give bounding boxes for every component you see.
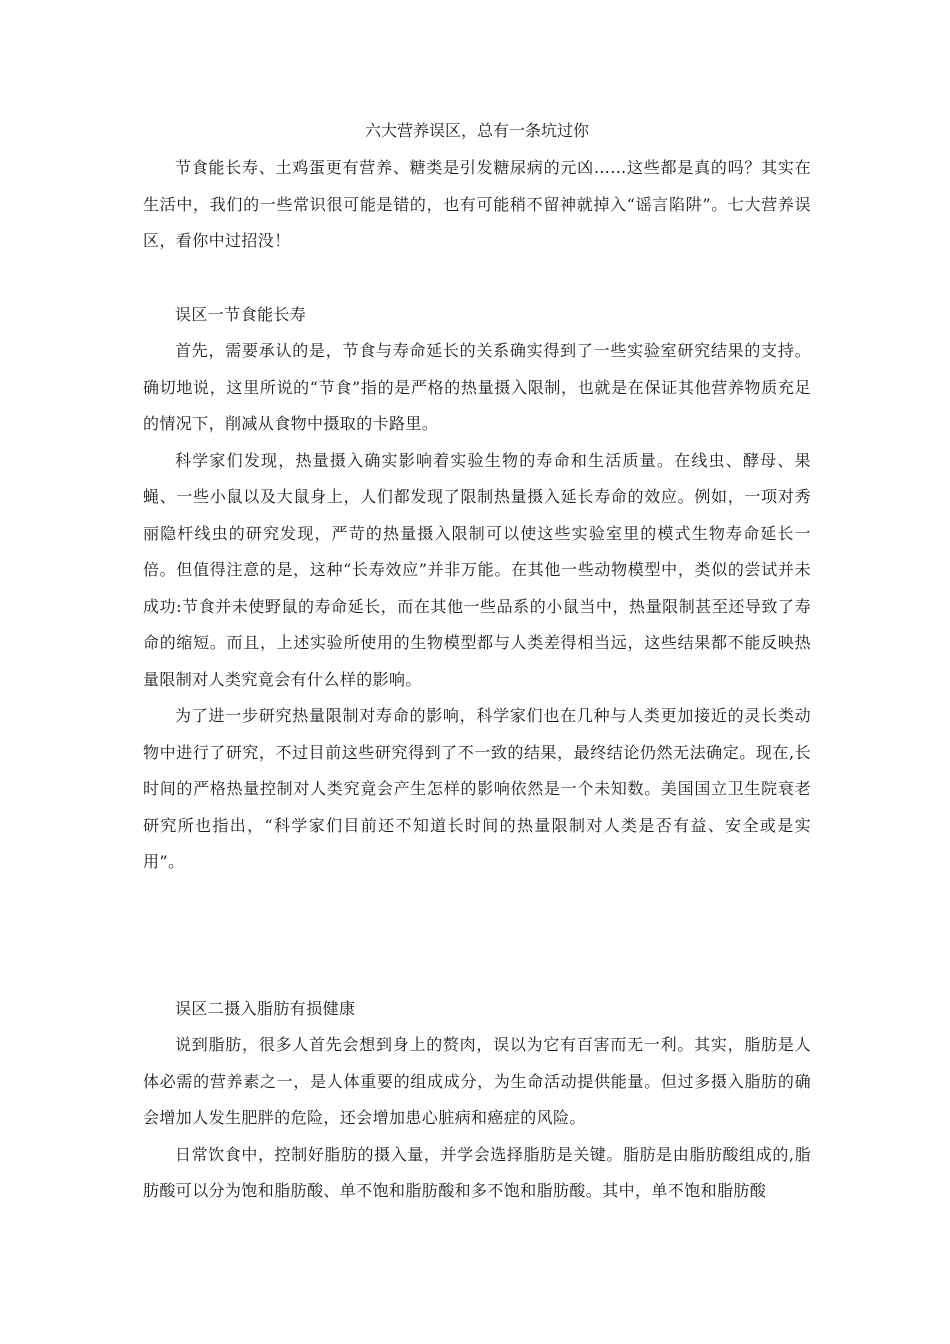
body-paragraph: 日常饮食中，控制好脂肪的摄入量，并学会选择脂肪是关键。脂肪是由脂肪酸组成的,脂肪酸可以分为饱和脂肪酸、单不饱和脂肪酸和多不饱和脂肪酸。其中，单不饱和脂肪酸 (143, 1144, 811, 1200)
body-paragraph: 科学家们发现，热量摄入确实影响着实验生物的寿命和生活质量。在线虫、酵母、果蝇、一些小鼠以及大鼠身上，人们都发现了限制热量摄入延长寿命的效应。例如，一项对秀丽隐杆线虫的研究发现，严苛的热量摄入限制可以使这些实验室里的模式生物寿命延长一倍。但值得注意的是，这种“长寿效应”并非万能。在其他一些动物模型中，类似的尝试并未成功:节食并未使野鼠的寿命延长，而在其他一些品系的小鼠当中，热量限制甚至还导致了寿命的缩短。而且，上述实验所使用的生物模型都与人类差得相当远，这些结果都不能反映热量限制对人类究竟会有什么样的影响。 (143, 450, 811, 689)
document-page (143, 118, 811, 1210)
section-myth-1 (143, 297, 811, 881)
section-heading: 误区二摄入脂肪有损健康 (175, 998, 356, 1018)
spacer (143, 260, 811, 297)
document-title: 六大营养误区，总有一条坑过你 (364, 121, 589, 140)
spacer (143, 881, 811, 991)
body-paragraph: 为了进一步研究热量限制对寿命的影响，科学家们也在几种与人类更加接近的灵长类动物中进行了研究，不过目前这些研究得到了不一致的结果，最终结论仍然无法确定。现在,长时间的严格热量控制对人类究竟会产生怎样的影响依然是一个未知数。美国国立卫生院衰老研究所也指出，“科学家们目前还不知道长时间的热量限制对人类是否有益、安全或是实用”。 (143, 706, 811, 871)
section-heading: 误区一节食能长寿 (175, 304, 307, 324)
body-paragraph: 首先，需要承认的是，节食与寿命延长的关系确实得到了一些实验室研究结果的支持。确切地说，这里所说的“节食”指的是严格的热量摄入限制，也就是在保证其他营养物质充足的情况下，削减从食物中摄取的卡路里。 (143, 341, 811, 433)
section-myth-2 (143, 991, 811, 1210)
intro-paragraph: 节食能长寿、土鸡蛋更有营养、糖类是引发糖尿病的元凶……这些都是真的吗？其实在生活中，我们的一些常识很可能是错的，也有可能稍不留神就掉入“谣言陷阱”。七大营养误区，看你中过招没！ (143, 158, 811, 250)
body-paragraph: 说到脂肪，很多人首先会想到身上的赘肉，误以为它有百害而无一利。其实，脂肪是人体必需的营养素之一，是人体重要的组成成分，为生命活动提供能量。但过多摄入脂肪的确会增加人发生肥胖的危险，还会增加患心脏病和癌症的风险。 (143, 1035, 811, 1127)
